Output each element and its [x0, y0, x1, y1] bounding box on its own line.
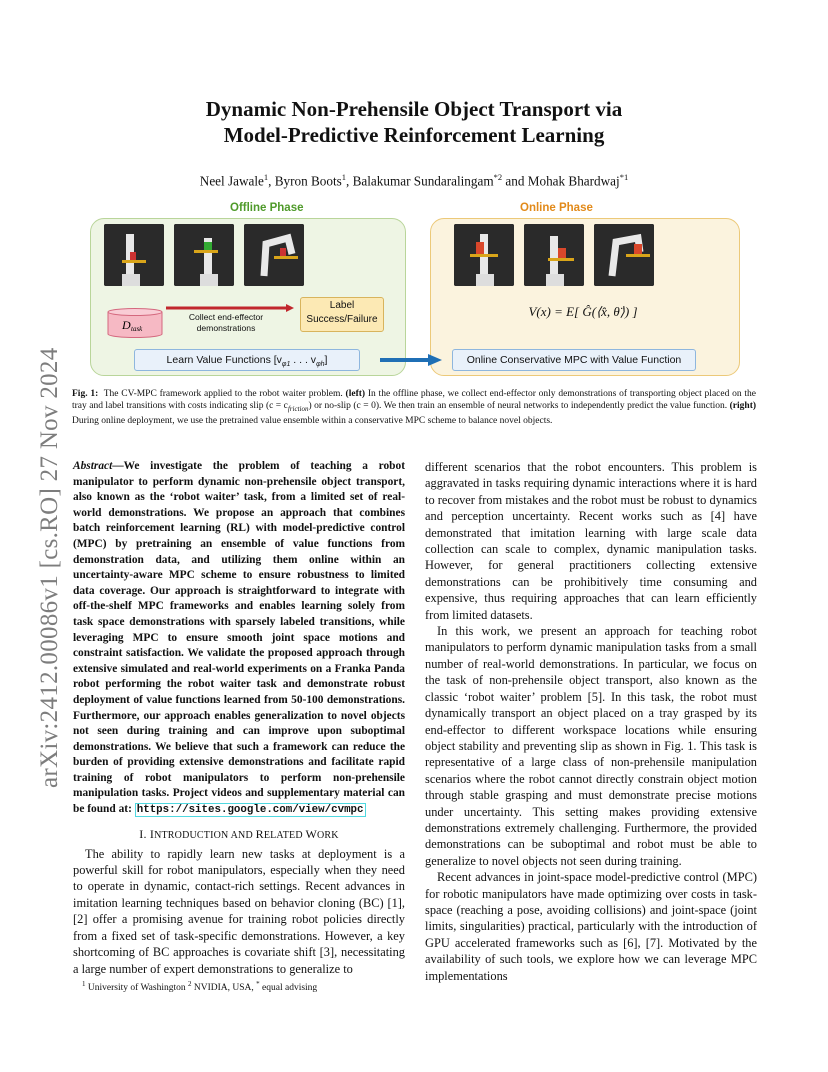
arxiv-id-text: arXiv:2412.00086v1 [cs.RO] 27 Nov 2024	[36, 347, 63, 788]
intro-paragraph-1: The ability to rapidly learn new tasks at deployment is a powerful skill for robot manipulators, especially when they need to operate in dynamic, contact-rich settings. Recent advances in imitation learning techniques based on behavior cloning (BC) [1], [2] offer a promising avenue for training robot policies directly from a fixed set of task-specific demonstrations. However, a key shortcoming of BC approaches is covariate shift [3], necessitating a large number of expert demonstrations to generalize to	[73, 846, 405, 976]
dataset-label: D	[122, 318, 131, 332]
online-photo-3	[594, 224, 654, 286]
author-2: Byron Boots	[274, 173, 342, 189]
left-column	[73, 459, 405, 977]
section-1-cap-c: R	[255, 826, 264, 841]
title-line-1: Dynamic Non-Prehensile Object Transport via	[205, 97, 623, 121]
caption-text-1: The CV-MPC framework applied to the robot waiter problem.	[103, 389, 343, 399]
abstract-dash: —	[112, 460, 124, 472]
figure-caption	[72, 388, 756, 427]
collect-label: Collect end-effector demonstrations	[188, 312, 264, 333]
collect-arrow-icon	[166, 304, 294, 312]
author-1: Neel Jawale	[199, 173, 264, 189]
online-phase-title: Online Phase	[520, 202, 593, 214]
section-1-numeral: I.	[139, 826, 147, 841]
author-sep-2: ,	[346, 173, 353, 189]
offline-phase-title: Offline Phase	[230, 202, 304, 214]
author-list	[120, 172, 708, 189]
dataset-sub: task	[131, 325, 143, 333]
author-3-mark: *2	[493, 172, 503, 182]
project-url-link[interactable]: https://sites.google.com/view/cvmpc	[136, 804, 364, 817]
learn-box-text: Learn Value Functions [v	[166, 354, 282, 366]
learn-box-end: ]	[324, 354, 328, 366]
caption-text-3: ) or no-slip (c = 0). We then train an ensemble of neural networks to independently predict the value function.	[308, 401, 728, 411]
abstract	[73, 459, 405, 819]
author-1-mark: 1	[263, 172, 269, 182]
dataset-cylinder-icon	[106, 308, 164, 338]
paper-title	[140, 96, 688, 148]
author-sep-1: ,	[268, 173, 275, 189]
footnote-mark-3: *	[256, 980, 260, 988]
author-sep-3: and	[502, 173, 528, 189]
offline-photo-1	[104, 224, 164, 286]
author-3: Balakumar Sundaralingam	[352, 173, 494, 189]
value-function-equation: V(x) = E[ Ĝ(⟨x̂, θ̈⟩) ]	[528, 304, 638, 319]
abstract-body: We investigate the problem of teaching a robot manipulator to perform dynamic non-prehensile object transport, also known as the ‘robot waiter’ task, from a limited set of real-world demonstrations. We propose an approach that combines batch reinforcement learning (RL) with model-predictive control (MPC) by pretraining an ensemble of value functions from demonstration data, and utilizing them online within an uncertainty-aware MPC scheme to ensure robustness to limited data coverage. Our approach is straightforward to integrate with off-the-shelf MPC frameworks and enables learning solely from task space demonstrations with sparsely labeled transitions, while leveraging MPC to ensure smooth joint space motions and constraint satisfaction. We validate the proposed approach through extensive simulated and real-world experiments on a Franka Panda robot performing the robot waiter task and demonstrate robust deployment of value functions learned from 50-100 demonstrations. Furthermore, our approach enables generalization to novel objects not seen during training and can improve upon suboptimal demonstrations. We believe that such a framework can reduce the burden of providing extensive demonstrations and facilitate rapid training of robot manipulators to perform non-prehensile manipulation tasks. Project videos and supplementary material can be found at:	[73, 460, 405, 816]
footnote-mark-1: 1	[82, 980, 86, 988]
section-1-sc-d: ELATED	[263, 829, 306, 841]
phase-transition-arrow-icon	[380, 353, 442, 367]
online-mpc-box: Online Conservative MPC with Value Function	[452, 349, 696, 371]
offline-photo-2	[174, 224, 234, 286]
title-line-2: Model-Predictive Reinforcement Learning	[223, 123, 605, 147]
figure-1	[90, 200, 738, 380]
arxiv-side-stamp	[14, 288, 63, 788]
online-photo-1	[454, 224, 514, 286]
abstract-lead: Abstract	[73, 460, 113, 472]
label-success-failure-box: Label Success/Failure	[300, 297, 384, 332]
author-2-mark: 1	[341, 172, 347, 182]
online-photo-2	[524, 224, 584, 286]
section-1-cap-a: I	[149, 826, 155, 841]
section-1-sc-f: ORK	[317, 829, 339, 841]
section-1-sc-b: NTRODUCTION AND	[154, 829, 256, 841]
right-paragraph-2: In this work, we present an approach for teaching robot manipulators to perform dynamic manipulation tasks from a small number of real-world demonstrations. In particular, we focus on the task of non-prehensile object transport, also known as the classic ‘robot waiter’ problem [5]. In this task, the robot must dynamically transport an object placed on a tray grasped by its end-effector to different workspace locations while ensuring object stability and preventing slip as shown in Fig. 1. This task is representative of a large class of non-prehensile manipulation scenarios where the robot cannot directly constrain object motion through stable grasping and must demonstrate precise motions under uncertainty. This setting makes providing extensive demonstrations extremely challenging. Furthermore, the provided demonstrations can be suboptimal and robot must be able to generalize to novel objects not seen during training.	[425, 624, 757, 868]
author-4-mark: *1	[619, 172, 629, 182]
caption-right-tag: (right)	[729, 401, 757, 411]
caption-text-4: During online deployment, we use the pretrained value ensemble within a conservative MPC scheme to balance novel objects.	[72, 415, 553, 426]
section-1-cap-e: W	[305, 826, 318, 841]
caption-friction-sub: friction	[287, 404, 309, 413]
caption-text-2: In the offline phase, we collect end-effector only demonstrations of transporting object placed on the tray and label transitions with costs indicating slip (c = c	[72, 389, 757, 411]
right-paragraph-3: Recent advances in joint-space model-predictive control (MPC) for robotic manipulators have made optimizing over costs in task-space (reaching a pose, avoiding collisions) and joint-space (joint limits, singularities) practical, particularly with the introduction of GPU accelerated frameworks such as [6], [7]. Motivated by the availability of such tools, we explore how we can leverage MPC implementations	[425, 870, 757, 983]
right-column	[425, 459, 757, 984]
author-4: Mohak Bhardwaj	[527, 173, 620, 189]
footnote-mark-2: 2	[188, 980, 192, 988]
affiliation-footnote	[82, 980, 317, 993]
section-1-title	[73, 827, 405, 842]
footnote-text-2: NVIDIA, USA,	[191, 983, 257, 994]
footnote-text-3: equal advising	[259, 983, 318, 994]
offline-photo-3	[244, 224, 304, 286]
right-paragraph-1: different scenarios that the robot encounters. This problem is aggravated in tasks requiring dynamic interactions where it is hard to recover from mistakes and the robot must be robust to dynamics and perception uncertainty. Recent works such as [4] have demonstrated that imitation learning with large scale data collection can scale to complex, dynamic manipulation tasks. However, for general practitioners collecting extensive demonstrations can be prohibitively time consuming and expensive, thus requiring approaches that can learn efficiently from limited datasets.	[425, 460, 757, 622]
caption-left-tag: (left)	[345, 389, 366, 399]
caption-label: Fig. 1:	[72, 389, 99, 399]
learn-value-functions-box: Learn Value Functions [$v_{\varphi 1}$ . . . $v_{\varphi h}$]	[134, 349, 360, 371]
footnote-text-1: University of Washington	[85, 983, 188, 994]
